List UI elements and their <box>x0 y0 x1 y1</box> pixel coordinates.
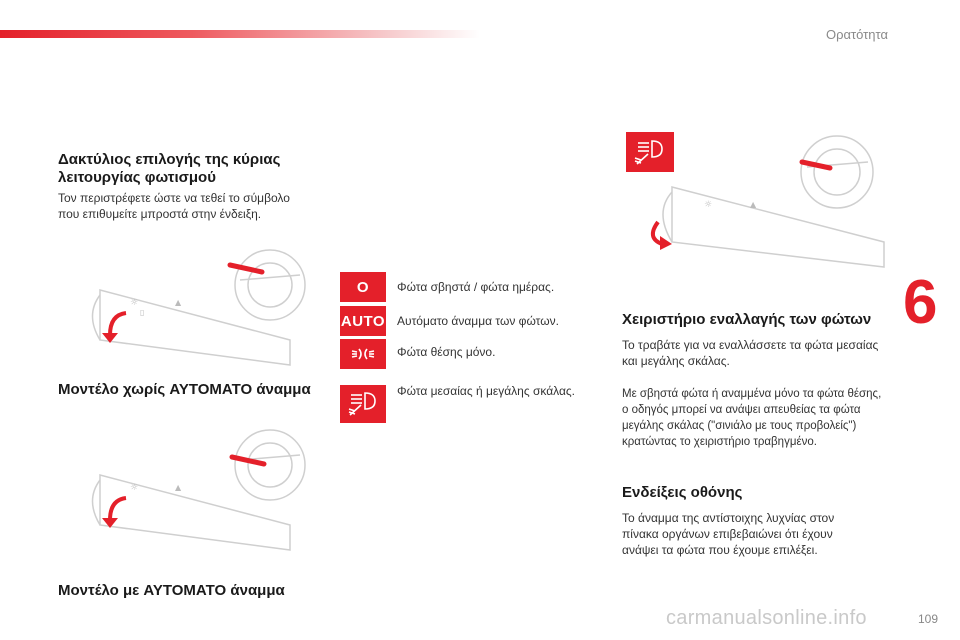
switch-note-line1: Με σβηστά φώτα ή αναμμένα μόνο τα φώτα θέσης, <box>622 388 882 400</box>
svg-text:▲: ▲ <box>175 483 182 492</box>
switch-illustration <box>632 132 888 282</box>
ring-desc-line2: που επιθυμείτε μπροστά στην ένδειξη. <box>58 207 262 221</box>
badge-auto <box>340 306 386 336</box>
page-number: 109 <box>917 612 938 626</box>
legend-headlights-text: Φώτα μεσαίας ή μεγάλης σκάλας. <box>397 384 576 398</box>
badge-sidelights <box>340 339 386 369</box>
switch-note-line2: ο οδηγός μπορεί να ανάψει απευθείας τα φώτα <box>622 404 861 416</box>
ring-title-line2: λειτουργίας φωτισμού <box>58 169 216 186</box>
svg-text:☼: ☼ <box>130 298 139 308</box>
display-section-title: Ενδείξεις οθόνης <box>622 484 743 501</box>
svg-text:☼: ☼ <box>704 200 713 210</box>
sidelights-icon <box>349 343 377 365</box>
display-section-description <box>622 510 834 558</box>
ring-section-title <box>58 151 280 187</box>
legend-auto-text: Αυτόματο άναμμα των φώτων. <box>397 314 559 328</box>
switch-section-note <box>622 386 881 450</box>
switch-section-title: Χειριστήριο εναλλαγής των φώτων <box>622 311 872 328</box>
badge-auto-label: AUTO <box>340 312 386 330</box>
stalk-illustration-auto <box>80 425 320 575</box>
badge-off <box>340 272 386 302</box>
legend-sidelights-text: Φώτα θέσης μόνο. <box>397 345 496 359</box>
ring-section-description <box>58 190 290 222</box>
svg-text:▯: ▯ <box>140 308 145 317</box>
display-desc-line3: ανάψει τα φώτα που έχουμε επιλέξει. <box>622 543 818 557</box>
badge-off-label: O <box>356 278 370 296</box>
model-with-auto-title: Μοντέλο με AYTOMATO άναμμα <box>58 582 285 599</box>
ring-title-line1: Δακτύλιος επιλογής της κύριας <box>58 151 281 168</box>
section-title: Ορατότητα <box>825 27 888 42</box>
switch-note-line3: μεγάλης σκάλας ("σινιάλο με τους προβολείς") <box>622 420 857 432</box>
switch-desc-line2: και μεγάλης σκάλας. <box>622 354 730 368</box>
watermark: carmanualsonline.info <box>666 607 867 629</box>
badge-headlights <box>340 385 386 423</box>
svg-text:☼: ☼ <box>130 483 139 493</box>
stalk-illustration-manual <box>80 245 320 385</box>
svg-text:▲: ▲ <box>175 298 182 307</box>
legend-off-text: Φώτα σβηστά / φώτα ημέρας. <box>397 280 555 294</box>
display-desc-line2: πίνακα οργάνων επιβεβαιώνει ότι έχουν <box>622 527 833 541</box>
chapter-number: 6 <box>903 268 938 337</box>
switch-desc-line1: Το τραβάτε για να εναλλάσσετε τα φώτα μεσαίας <box>622 338 879 352</box>
switch-note-line4: κρατώντας το χειριστήριο τραβηγμένο. <box>622 436 817 448</box>
model-without-auto-title: Μοντέλο χωρίς AYTOMATO άναμμα <box>58 381 311 398</box>
switch-section-description <box>622 337 878 369</box>
header-accent-bar <box>0 30 480 38</box>
svg-text:▲: ▲ <box>750 200 757 209</box>
display-desc-line1: Το άναμμα της αντίστοιχης λυχνίας στον <box>622 511 835 525</box>
ring-desc-line1: Τον περιστρέφετε ώστε να τεθεί το σύμβολο <box>58 191 290 205</box>
headlights-icon <box>347 389 379 419</box>
